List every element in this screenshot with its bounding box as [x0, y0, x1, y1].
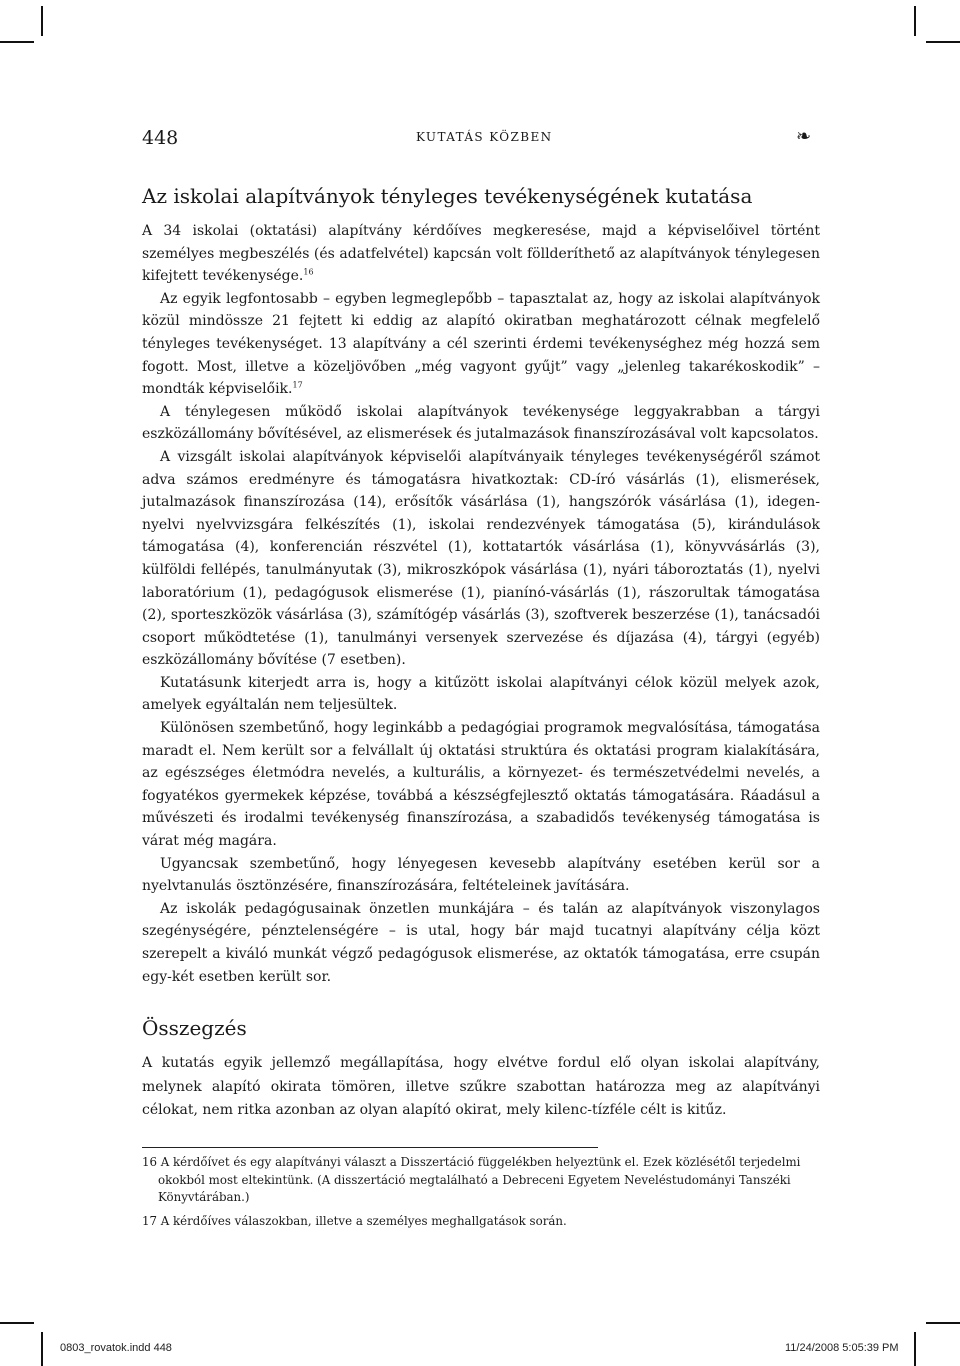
- paragraph: Kutatásunk kiterjedt arra is, hogy a kitűzött iskolai alapítványi célok közül melyek azok, amelyek egyáltalán nem teljesültek.: [142, 674, 820, 714]
- paragraph: Az iskolák pedagógusainak önzetlen munkájára – és talán az alapítványok viszonylagos szegénységére, pénztelenségére – is utal, hogy bár majd tucatnyi alapítvány célja közt szerepelt a kiváló munkát végző pedagógusok elismerése, az oktatók támogatása, erre csupán egy-két esetben került sor.: [142, 900, 820, 985]
- footnote: 17 A kérdőíves válaszokban, illetve a személyes meghallgatások során.: [142, 1213, 567, 1228]
- crop-mark: [914, 1332, 916, 1366]
- body-text: [142, 220, 820, 988]
- slug-filename: 0803_rovatok.indd 448: [60, 1342, 172, 1354]
- crop-mark: [926, 1322, 960, 1324]
- running-title: KUTATÁS KÖZBEN: [416, 130, 553, 144]
- footnote-ref[interactable]: 16: [303, 267, 314, 277]
- crop-mark: [41, 6, 43, 36]
- paragraph: A 34 iskolai (oktatási) alapítvány kérdőíves megkeresése, majd a képviselőivel történt személyes megbeszélés (és adatfelvétel) kapcsán volt föllderíthető az alapítványok ténylegesen kifejtett tevékenysége.$^{16}$: [142, 223, 820, 285]
- paragraph: A ténylegesen működő iskolai alapítványok tevékenysége leggyakrabban a tárgyi eszközállomány bővítésével, az elismerések és jutalmazások finanszírozásával volt kapcsolatos.: [142, 403, 820, 443]
- footnote-divider: [142, 1147, 598, 1148]
- paragraph: A vizsgált iskolai alapítványok képviselői alapítványaik tényleges tevékenységéről számot adva számos eredményre és támogatásra hivatkoztak: CD-író vásárlás (1), elismerések, jutalmazások finanszírozása (14), erősítők vásárlása (1), hangszórók vásárlása (1), idegen-nyelvi nyelvvizsgára felkészítés (1), iskolai rendezvények támogatása (5), kirándulások támogatása (4), konferencián részvétel (1), kottatartók vásárlása (1), könyvvásárlás (3), külföldi fellépés, tanulmányutak (3), mikroszkópok vásárlása (1), nyári táboroztatás (1), nyelvi laboratórium (1), pedagógusok elismerése (1), pianínó-vásárlás (1), rászorultak támogatása (2), sporteszközök vásárlása (3), számítógép vásárlás (3), szoftverek beszerzése (1), tanácsadói csoport működtetése (1), tanulmányi versenyek szervezése és díjazása (4), tárgyi (egyéb) eszközállomány bővítése (7 esetben).: [142, 448, 820, 669]
- crop-mark: [926, 41, 960, 43]
- crop-mark: [41, 1332, 43, 1366]
- paragraph: Különösen szembetűnő, hogy leginkább a pedagógiai programok megvalósítása, támogatása maradt el. Nem került sor a felvállalt új oktatási struktúra és oktatási program kialakítására, az egészséges életmódra nevelés, a kulturális, a környezet- és természetvédelmi nevelés, a fogyatékos gyermekek képzése, továbbá a készségfejlesztő oktatás támogatására. Ráadásul a művészeti és irodalmi tevékenység finanszírozása, a szabadidős tevékenység támogatása is várat még magára.: [142, 720, 820, 850]
- paragraph: Ugyancsak szembetűnő, hogy lényegesen kevesebb alapítvány esetében kerül sor a nyelvtanulás ösztönzésére, finanszírozására, feltételeinek javítására.: [142, 855, 820, 895]
- footnote: 16 A kérdőívet és egy alapítványi választ a Disszertáció függelékben helyeztünk el. Ezek közlésétől terjedelmi okokból most eltekintünk. (A disszertáció megtalálható a Debreceni Egyetem Neveléstudományi Tanszéki Könyvtárában.): [142, 1155, 801, 1204]
- crop-mark: [914, 6, 916, 36]
- section-heading: Az iskolai alapítványok tényleges tevékenységének kutatása: [142, 184, 753, 208]
- crop-mark: [0, 1322, 34, 1324]
- footnotes: [142, 1154, 822, 1236]
- section-heading: Összegzés: [142, 1016, 247, 1040]
- crop-mark: [0, 41, 34, 43]
- page-number: 448: [142, 127, 179, 149]
- footnote-ref[interactable]: 17: [292, 380, 303, 390]
- paragraph: Az egyik legfontosabb – egyben legmeglepőbb – tapasztalat az, hogy az iskolai alapítványok közül mindössze 21 fejtett ki eddig az alapító okiratban meghatározott célnak megfelelő tényleges tevékenységet. 13 alapítvány a cél szerinti érdemi tevékenységhez még hozzá sem fogott. Most, illetve a közeljövőben „még vagyont gyűjt” vagy „jelenleg takarékoskodik” – mondták képviselőik.$^{17}$: [142, 290, 820, 398]
- leaf-ornament-icon: ❧: [796, 126, 812, 147]
- paragraph: A kutatás egyik jellemző megállapítása, hogy elvétve fordul elő olyan iskolai alapítvány, melynek alapító okirata tömören, illetve szűkre szabottan határozza meg az alapítványi célokat, nem ritka azonban az olyan alapító okirat, mely kilenc-tízféle célt is kitűz.: [142, 1055, 820, 1118]
- slug-timestamp: 11/24/2008 5:05:39 PM: [785, 1342, 899, 1354]
